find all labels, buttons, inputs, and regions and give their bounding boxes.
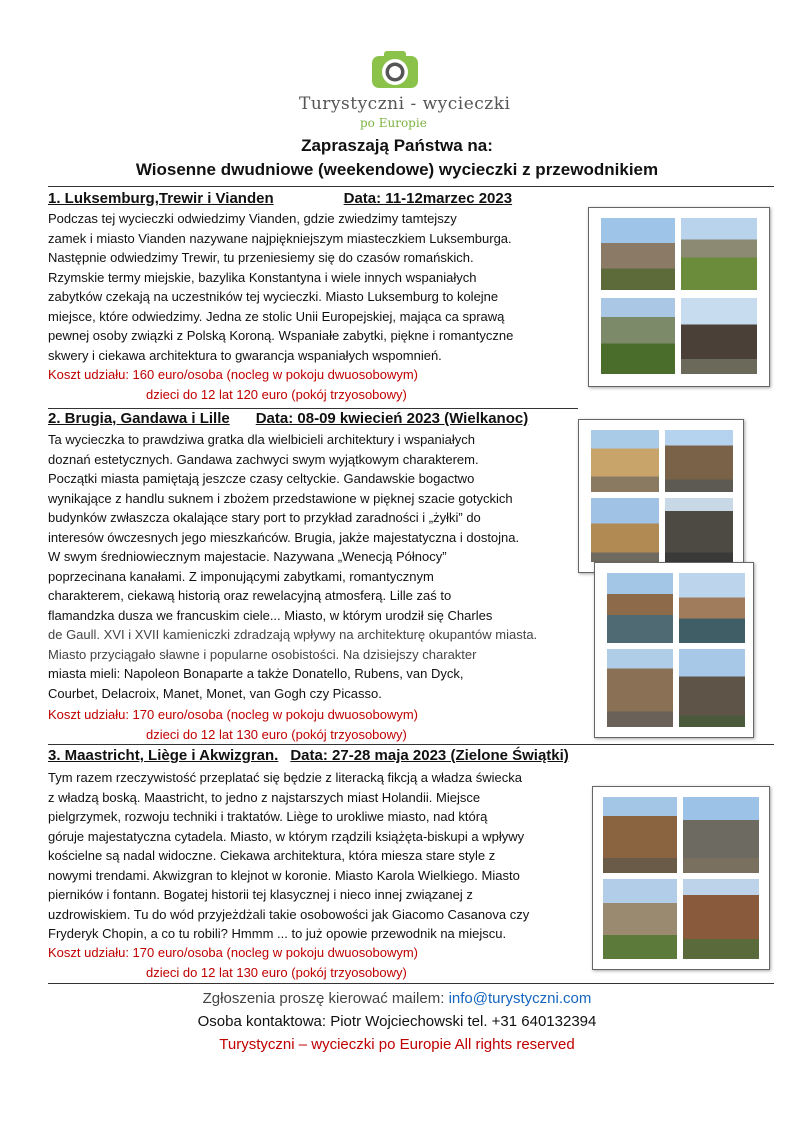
text-line: poprzecinana kanałami. Z imponującymi zabytkami, romantycznym	[48, 568, 434, 584]
price-adult: Koszt udziału: 170 euro/osoba (nocleg w pokoju dwuosobowym)	[48, 945, 418, 960]
photo-gothic-building	[665, 498, 733, 562]
text-line: wynikające z handlu suknem i zbożem przedstawione w pięknej szacie gotyckich	[48, 490, 513, 506]
text-line: Tym razem rzeczywistość przeplatać się będzie z literacką fikcją a władza świecka	[48, 770, 522, 785]
price-adult: Koszt udziału: 160 euro/osoba (nocleg w pokoju dwuosobowym)	[48, 367, 418, 382]
divider	[48, 186, 774, 187]
price-child: dzieci do 12 lat 130 euro (pokój trzyosobowy)	[146, 964, 407, 980]
photo-gent-canal	[679, 573, 745, 643]
contact-line	[0, 987, 794, 1010]
section-1-name: 1. Luksemburg,Trewir i Vianden	[48, 190, 274, 207]
photo-porta-nigra	[681, 298, 757, 374]
section-2-photos-b	[594, 562, 754, 738]
text-line: góruje majestatyczna cytadela. Miasto, w którym rządzili książęta-biskupi a wpływy	[48, 828, 525, 844]
invite-heading: Zapraszają Państwa na:	[301, 136, 493, 155]
section-1-price	[48, 365, 418, 404]
text-line: Rzymskie termy miejskie, bazylika Konstantyna i wiele innych wspaniałych	[48, 269, 477, 285]
footer	[0, 987, 794, 1056]
text-line: doznań estetycznych. Gandawa zachwyci swym wyjątkowym charakterem.	[48, 451, 479, 467]
photo-maastricht-church	[603, 879, 677, 959]
section-2-price	[48, 705, 418, 744]
logo-title: Turystyczni - wycieczki	[299, 94, 511, 114]
photo-liege-stairs	[683, 879, 759, 959]
price-adult: Koszt udziału: 170 euro/osoba (nocleg w pokoju dwuosobowym)	[48, 707, 418, 722]
text-line: pierników i fontann. Bogatej historii tej klasycznej i nieco innej związanej z	[48, 887, 473, 902]
text-line: Podczas tej wycieczki odwiedzimy Vianden, gdzie zwiedzimy tamtejszy	[48, 211, 457, 226]
photo-lille-street	[607, 649, 673, 727]
text-line: interesów ówczesnych jego mieszkańców. Brugia, jakże majestatyczna i dostojna.	[48, 529, 520, 545]
text-line: charakterem, ciekawą historią oraz rewelacyjną atmosferą. Lille zaś to	[48, 588, 452, 603]
section-3-photos	[592, 786, 770, 970]
photo-aachen-cathedral	[683, 797, 759, 873]
photo-liege-building	[603, 797, 677, 873]
text-line: kościelne są nadal widoczne. Ciekawa architektura, która miesza stare style z	[48, 848, 496, 863]
photo-vianden-castle	[681, 218, 757, 290]
photo-luxembourg-city	[601, 298, 675, 374]
section-1-description	[48, 209, 513, 365]
section-3-description	[48, 768, 529, 944]
logo	[290, 48, 510, 134]
text-line: flamandzka dusza we francuskim ciele... Miasto, w którym urodził się Charles	[48, 607, 493, 623]
section-1-photos	[588, 207, 770, 387]
section-3-date: Data: 27-28 maja 2023 (Zielone Świątki)	[290, 747, 569, 764]
text-line: W swym średniowiecznym majestacie. Nazywana „Wenecją Północy”	[48, 549, 447, 564]
text-line: pielgrzymek, rozwoju techniki i traktatów. Liège to urokliwe miasto, nad którą	[48, 809, 488, 824]
text-line: Courbet, Delacroix, Manet, Monet, van Gogh czy Picasso.	[48, 685, 382, 701]
divider	[48, 983, 774, 984]
section-2-name: 2. Brugia, Gandawa i Lille	[48, 410, 230, 427]
section-1-heading	[48, 190, 512, 207]
photo-lille-square	[591, 430, 659, 492]
section-2-heading	[48, 410, 528, 427]
section-2-photos-a	[578, 419, 744, 573]
text-line: z władzą boską. Maastricht, to jedno z najstarszych miast Holandii. Miejsce	[48, 789, 481, 805]
text-line: Początki miasta pamiętają jeszcze czasy celtyckie. Gandawskie bogactwo	[48, 471, 475, 486]
text-line: miejsce, które odwiedzimy. Jedna ze stolic Unii Europejskiej, mająca ca sprawą	[48, 308, 505, 324]
contact-person: Osoba kontaktowa: Piotr Wojciechowski tel. +31 640132394	[197, 1013, 597, 1030]
section-3-heading	[48, 747, 569, 764]
text-line: Następnie odwiedzimy Trewir, tu przeniesiemy się do czasów romańskich.	[48, 250, 474, 265]
logo-subtitle: po Europie	[360, 116, 427, 130]
section-3-name: 3. Maastricht, Liège i Akwizgran.	[48, 747, 279, 764]
section-3-price	[48, 943, 418, 982]
divider	[48, 744, 774, 745]
text-line: nowymi trendami. Akwizgran to klejnot w koronie. Miasto Karola Wielkiego. Miasto	[48, 867, 520, 883]
text-line: zamek i miasto Vianden nazywane najpiękniejszym miasteczkiem Luksemburga.	[48, 230, 512, 246]
contact-prefix: Zgłoszenia proszę kierować mailem:	[202, 990, 449, 1007]
text-line: de Gaull. XVI i XVII kamieniczki zdradzają wpływy na architekturę okupantów miasta.	[48, 627, 538, 642]
text-line: Ta wycieczka to prawdziwa gratka dla wielbicieli architektury i wspaniałych	[48, 432, 476, 447]
text-line: Miasto przyciągało sławne i popularne osobistości. Na dzisiejszy charakter	[48, 646, 477, 662]
section-2-description	[48, 430, 537, 703]
email-link[interactable]: info@turystyczni.com	[448, 990, 592, 1007]
photo-brugge-hall	[665, 430, 733, 492]
text-line: pewnej osoby związki z Polską Koroną. Wspaniałe zabytki, piękne i romantyczne	[48, 328, 514, 343]
price-child: dzieci do 12 lat 130 euro (pokój trzyosobowy)	[146, 726, 407, 742]
text-line: zabytków czekają na uczestników tej wycieczki. Miasto Luksemburg to kolejne	[48, 289, 499, 304]
copyright: Turystyczni – wycieczki po Europie All rights reserved	[219, 1036, 575, 1053]
photo-lille-belfry	[591, 498, 659, 562]
divider	[48, 408, 578, 409]
text-line: skwery i ciekawa architektura to gwarancja wspaniałych wspomnień.	[48, 347, 442, 363]
text-line: Fryderyk Chopin, a co tu robili? Hmmm ... to już opowie przewodnik na miejscu.	[48, 926, 507, 941]
camera-icon	[366, 48, 426, 92]
text-line: uzdrowiskiem. Tu do wód przyjeżdżali takie osobowości jak Giacomo Casanova czy	[48, 906, 530, 922]
page-title: Wiosenne dwudniowe (weekendowe) wycieczki z przewodnikiem	[135, 160, 659, 179]
text-line: budynków zwłaszcza okalające stary port to przykład zaradności i „żyłki” do	[48, 510, 481, 525]
price-child: dzieci do 12 lat 120 euro (pokój trzyosobowy)	[146, 386, 407, 402]
section-2-date: Data: 08-09 kwiecień 2023 (Wielkanoc)	[255, 410, 529, 427]
photo-luxembourg-bridge	[601, 218, 675, 290]
text-line: miasta mieli: Napoleon Bonaparte a także Donatello, Rubens, van Dyck,	[48, 666, 464, 681]
section-1-date: Data: 11-12marzec 2023	[343, 190, 513, 207]
photo-gent-castle	[679, 649, 745, 727]
photo-brugge-canal	[607, 573, 673, 643]
